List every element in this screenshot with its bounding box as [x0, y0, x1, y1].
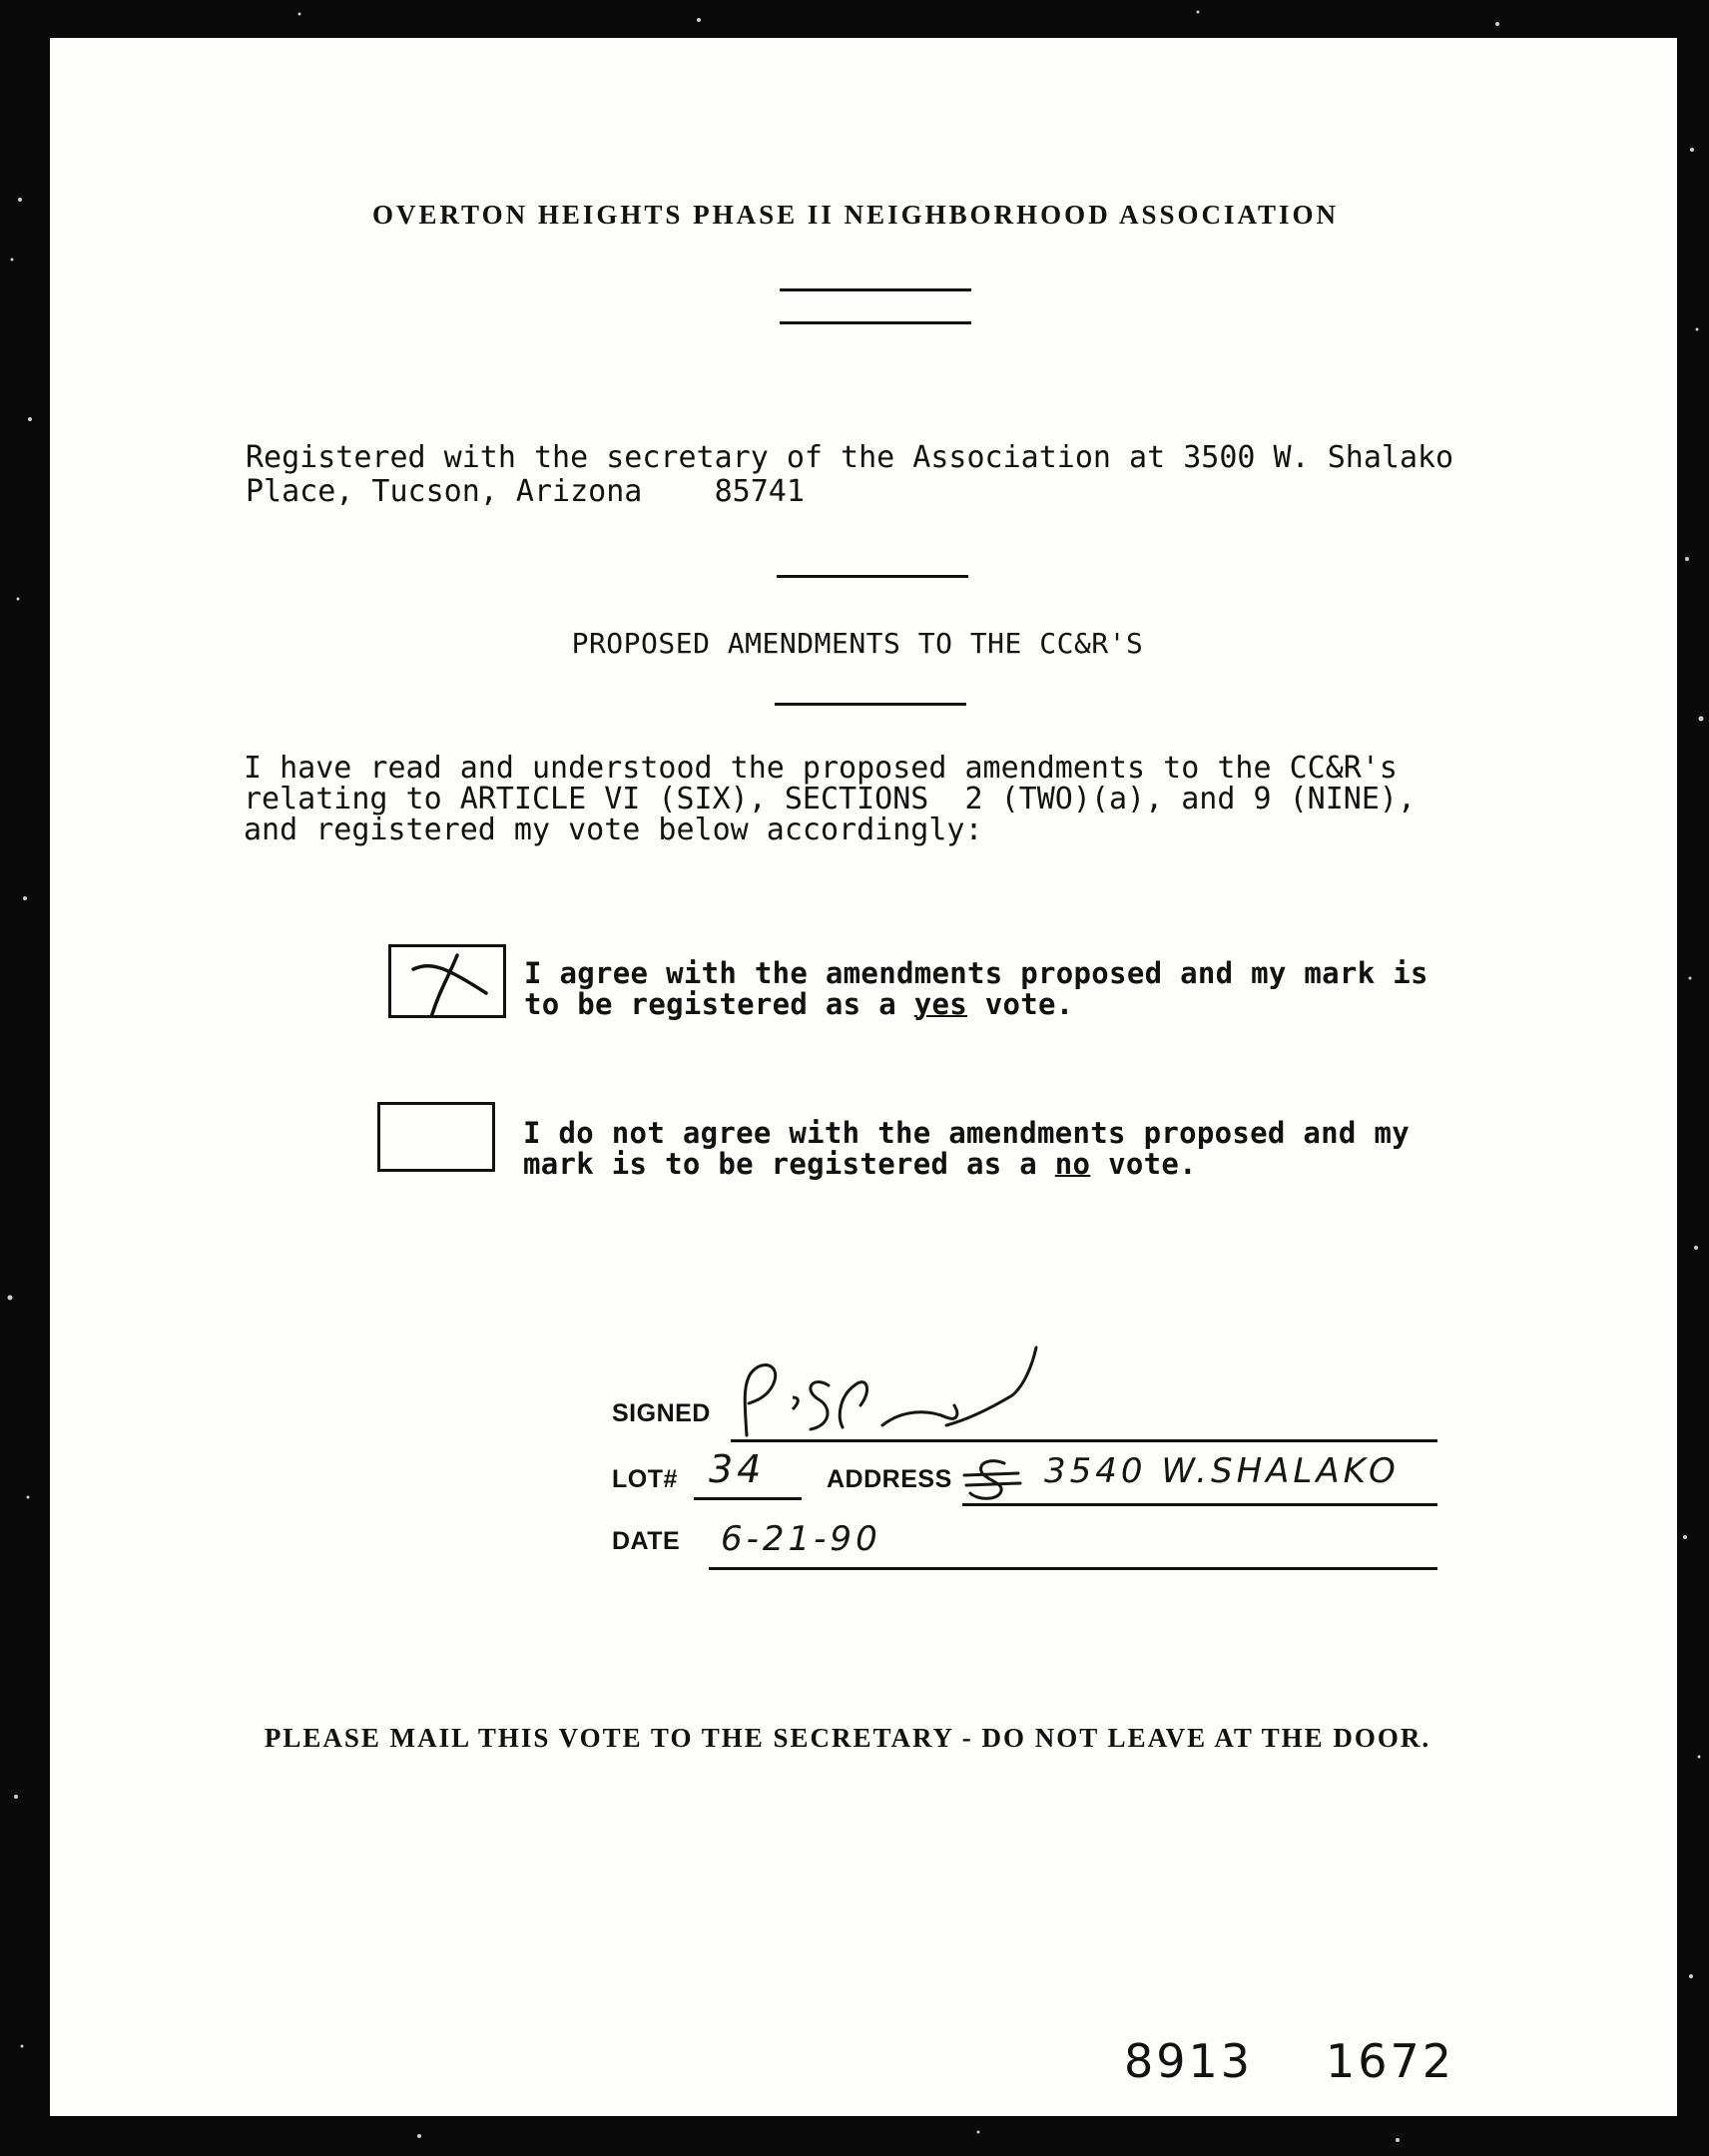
vote-yes-text: to be registered as a	[524, 987, 914, 1021]
lot-field[interactable]	[694, 1497, 802, 1500]
statement-line-2: relating to ARTICLE VI (SIX), SECTIONS 2 (TWO)(a), and 9 (NINE),	[244, 782, 1416, 816]
x-mark-icon	[391, 947, 503, 1015]
title-divider-2	[780, 321, 971, 324]
vote-yes-text-end: vote.	[967, 987, 1074, 1021]
document-page	[50, 38, 1677, 2116]
struck-out-mark	[960, 1453, 1030, 1505]
date-value: 6-21-90	[721, 1519, 881, 1559]
section-divider-top	[777, 575, 968, 578]
vote-no-label	[523, 1118, 1410, 1180]
vote-no-text-end: vote.	[1090, 1147, 1197, 1181]
title-divider-1	[780, 288, 971, 291]
date-label: DATE	[612, 1527, 681, 1555]
statement-line-1: I have read and understood the proposed amendments to the CC&R's	[244, 751, 1398, 786]
vote-yes-checkbox[interactable]	[388, 944, 506, 1018]
address-value: 3540 W.SHALAKO	[1044, 1451, 1400, 1491]
vote-no-checkbox[interactable]	[377, 1102, 495, 1172]
registration-line-2: Place, Tucson, Arizona 85741	[246, 474, 805, 509]
signature-scribble	[733, 1346, 1072, 1455]
vote-statement	[244, 753, 1561, 845]
address-field[interactable]	[962, 1503, 1437, 1506]
document-id-part-2: 1672	[1326, 2034, 1455, 2088]
yes-emphasis: yes	[913, 987, 967, 1021]
registration-address	[246, 441, 1543, 509]
statement-line-3: and registered my vote below accordingly:	[244, 812, 983, 847]
vote-yes-line-2	[524, 989, 1428, 1020]
lot-label: LOT#	[612, 1465, 678, 1493]
no-emphasis: no	[1054, 1147, 1091, 1181]
signed-label: SIGNED	[612, 1399, 711, 1427]
date-field[interactable]	[709, 1567, 1437, 1570]
address-label: ADDRESS	[827, 1465, 952, 1493]
vote-no-line-2	[523, 1149, 1410, 1180]
registration-line-1: Registered with the secretary of the Association at 3500 W. Shalako	[246, 440, 1454, 475]
lot-value: 34	[709, 1447, 766, 1491]
section-heading: PROPOSED AMENDMENTS TO THE CC&R'S	[571, 627, 1144, 660]
mailing-instruction: PLEASE MAIL THIS VOTE TO THE SECRETARY - DO NOT LEAVE AT THE DOOR.	[264, 1723, 1431, 1753]
vote-no-text: mark is to be registered as a	[523, 1147, 1055, 1181]
association-title: OVERTON HEIGHTS PHASE II NEIGHBORHOOD ASSOCIATION	[372, 200, 1339, 230]
vote-yes-line-1: I agree with the amendments proposed and my mark is	[524, 956, 1428, 990]
section-divider-bottom	[775, 703, 966, 706]
vote-yes-label	[524, 958, 1428, 1020]
vote-no-line-1: I do not agree with the amendments proposed and my	[523, 1116, 1410, 1150]
document-id-part-1: 8913	[1124, 2034, 1254, 2088]
